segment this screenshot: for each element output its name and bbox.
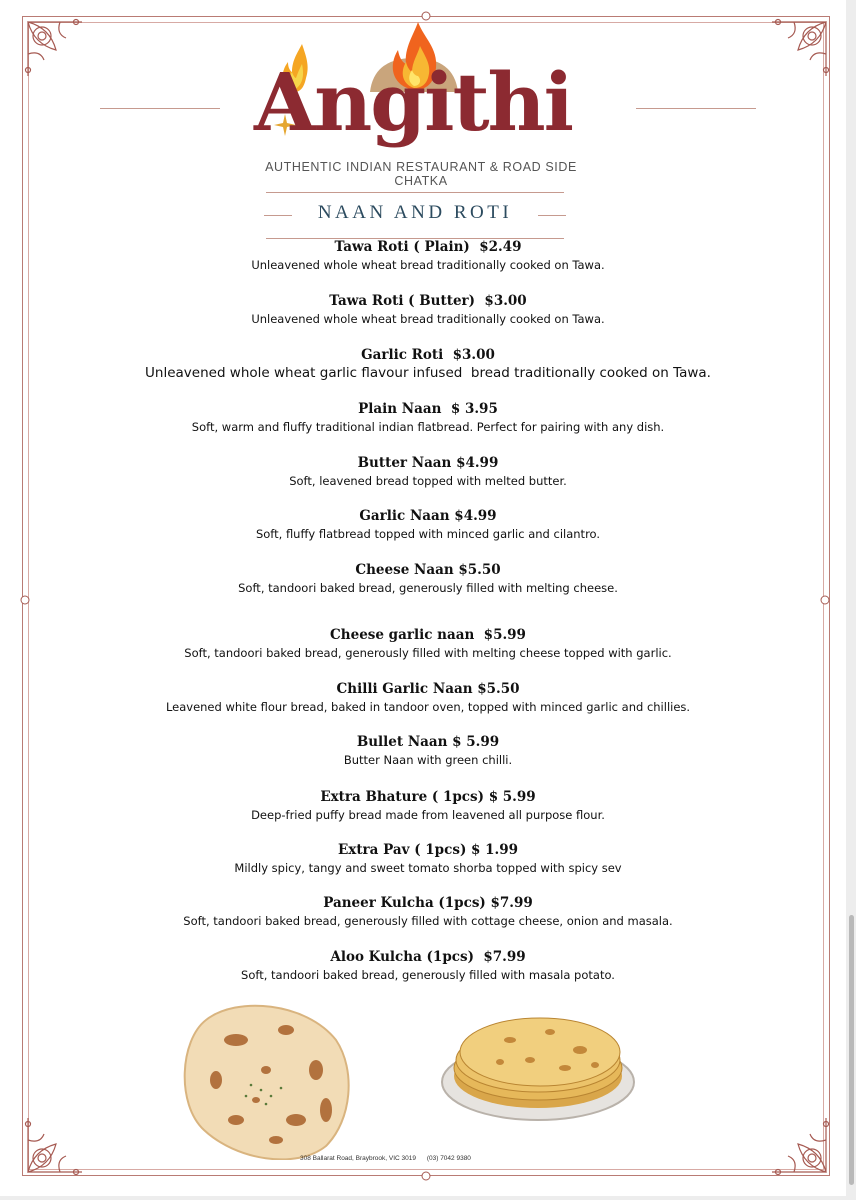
brand-logo — [250, 14, 600, 164]
menu-item — [40, 626, 816, 662]
menu-item — [40, 733, 816, 769]
menu-item — [40, 238, 816, 274]
menu-item — [40, 841, 816, 877]
menu-item-name: Butter Naan $4.99 — [357, 455, 499, 471]
roti-stack-illustration — [440, 1010, 636, 1122]
side-ornament-icon — [819, 594, 831, 606]
scrollbar[interactable] — [849, 915, 854, 1185]
menu-item-description: Soft, fluffy flatbread topped with minced garlic and cilantro. — [255, 527, 601, 541]
side-ornament-icon — [19, 594, 31, 606]
section-title: NAAN AND ROTI — [317, 202, 513, 223]
naan-illustration — [176, 1000, 352, 1160]
menu-item — [40, 788, 816, 824]
menu-item-description: Soft, tandoori baked bread, generously filled with melting cheese. — [238, 581, 618, 595]
menu-item-name: Paneer Kulcha (1pcs) $7.99 — [323, 895, 533, 911]
footer-address: 308 Ballarat Road, Braybrook, VIC 3019 — [300, 1155, 416, 1162]
brand-tagline: AUTHENTIC INDIAN RESTAURANT & ROAD SIDE CHATKA — [265, 160, 577, 188]
menu-item-description: Soft, tandoori baked bread, generously filled with cottage cheese, onion and masala. — [183, 914, 673, 928]
header-flourish-right — [636, 108, 756, 109]
menu-item-name: Plain Naan $ 3.95 — [358, 401, 498, 417]
side-ornament-icon — [420, 1170, 432, 1182]
menu-item-description: Soft, tandoori baked bread, generously filled with masala potato. — [241, 968, 615, 982]
menu-item-name: Tawa Roti ( Plain) $2.49 — [334, 239, 522, 255]
menu-item — [40, 561, 816, 597]
menu-item — [40, 346, 816, 382]
corner-ornament-icon — [764, 1110, 834, 1180]
menu-item-name: Chilli Garlic Naan $5.50 — [336, 681, 520, 697]
header-flourish-left — [100, 108, 220, 109]
menu-item — [40, 454, 816, 490]
menu-item — [40, 400, 816, 436]
menu-item-name: Garlic Roti $3.00 — [361, 347, 495, 363]
corner-ornament-icon — [20, 14, 90, 84]
menu-item-description: Leavened white flour bread, baked in tandoor oven, topped with minced garlic and chillies. — [165, 700, 691, 714]
menu-item-name: Tawa Roti ( Butter) $3.00 — [329, 293, 527, 309]
menu-item-name: Extra Pav ( 1pcs) $ 1.99 — [337, 842, 518, 858]
footer-contact — [300, 1155, 530, 1162]
brand-name: Angithi — [254, 55, 573, 149]
menu-item-description: Soft, leavened bread topped with melted butter. — [289, 474, 567, 488]
menu-item-name: Extra Bhature ( 1pcs) $ 5.99 — [320, 789, 536, 805]
menu-item-description: Deep-fried puffy bread made from leavened all purpose flour. — [251, 808, 605, 822]
footer-phone: (03) 7042 9380 — [426, 1155, 471, 1162]
menu-item-name: Cheese garlic naan $5.99 — [330, 627, 526, 643]
menu-item-name: Aloo Kulcha (1pcs) $7.99 — [330, 949, 526, 965]
menu-item-name: Cheese Naan $5.50 — [355, 562, 501, 578]
title-rule-top — [266, 192, 564, 193]
menu-item-description: Soft, tandoori baked bread, generously filled with melting cheese topped with garlic. — [184, 646, 672, 660]
menu-item-description: Butter Naan with green chilli. — [343, 753, 513, 767]
menu-item-description: Unleavened whole wheat bread traditionally cooked on Tawa. — [251, 312, 605, 326]
menu-item — [40, 680, 816, 716]
menu-item-description: Soft, warm and fluffy traditional indian flatbread. Perfect for pairing with any dish. — [191, 420, 665, 434]
menu-item-description: Unleavened whole wheat garlic flavour infused bread traditionally cooked on Tawa. — [145, 365, 711, 381]
menu-item — [40, 292, 816, 328]
menu-item-name: Garlic Naan $4.99 — [359, 508, 497, 524]
menu-item — [40, 894, 816, 930]
corner-ornament-icon — [764, 14, 834, 84]
menu-item-description: Mildly spicy, tangy and sweet tomato shorba topped with spicy sev — [234, 861, 622, 875]
menu-item-description: Unleavened whole wheat bread traditionally cooked on Tawa. — [251, 258, 605, 272]
menu-item — [40, 507, 816, 543]
menu-item — [40, 948, 816, 984]
menu-item-name: Bullet Naan $ 5.99 — [356, 734, 500, 750]
corner-ornament-icon — [20, 1110, 90, 1180]
